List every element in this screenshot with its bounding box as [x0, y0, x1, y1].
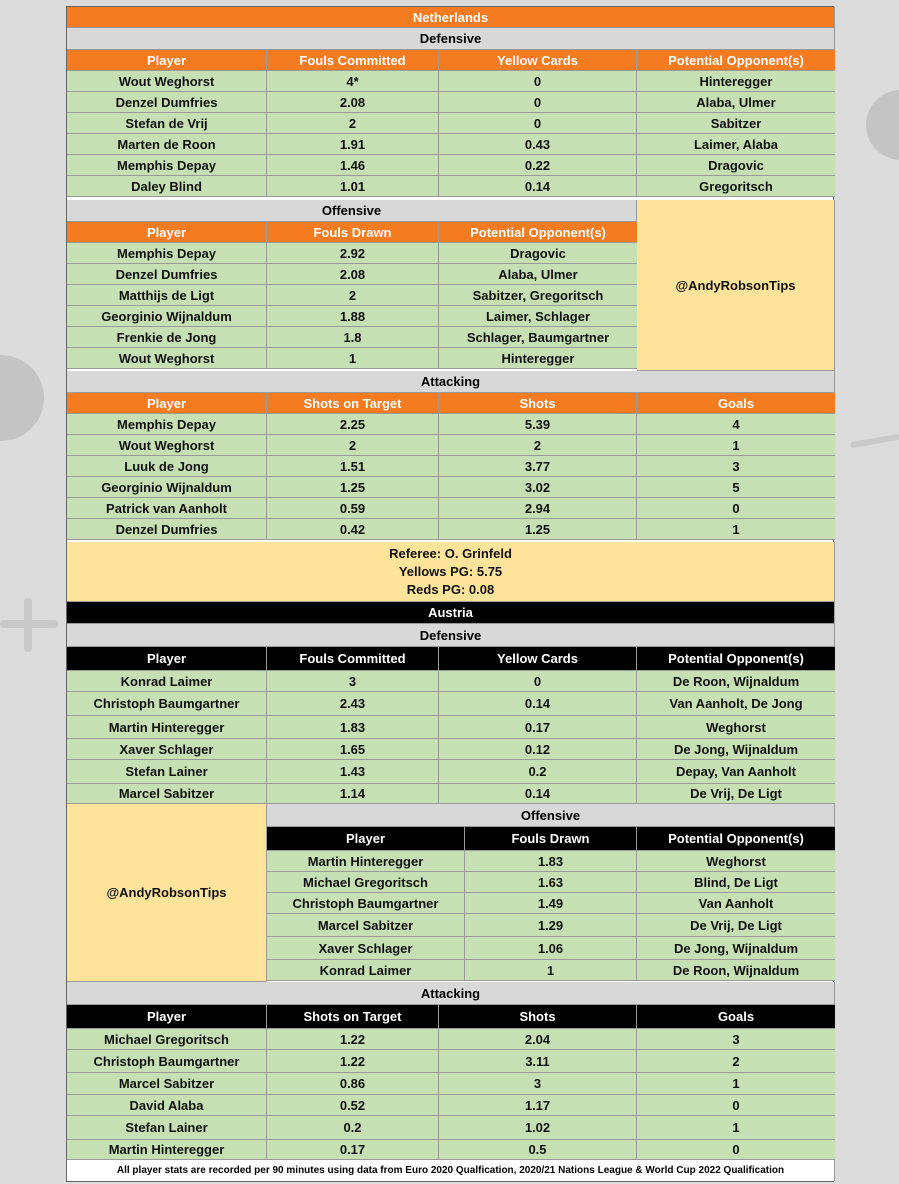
yellow-cards-cell: 0.14: [439, 784, 637, 804]
background-slash-right: [850, 434, 899, 449]
opponent-cell: Weghorst: [637, 851, 835, 872]
shots-on-target-cell: 0.42: [267, 519, 439, 540]
player-cell: Martin Hinteregger: [67, 716, 267, 739]
nl-attacking-header: [67, 393, 835, 414]
header-potential-opponents: Potential Opponent(s): [637, 647, 835, 671]
table-row: [67, 1073, 835, 1095]
shots-on-target-cell: 1.22: [267, 1050, 439, 1073]
shots-cell: 1.02: [439, 1116, 637, 1140]
table-row: [67, 243, 637, 264]
table-row: [67, 71, 835, 92]
shots-on-target-cell: 1.25: [267, 477, 439, 498]
opponent-cell: De Jong, Wijnaldum: [637, 739, 835, 760]
opponent-cell: Hinteregger: [439, 348, 637, 369]
header-shots-on-target: Shots on Target: [267, 393, 439, 414]
header-player: Player: [67, 393, 267, 414]
nl-handle-box: @AndyRobsonTips: [637, 200, 835, 371]
fouls-committed-cell: 1.01: [267, 176, 439, 197]
header-player: Player: [67, 647, 267, 671]
referee-reds: Reds PG: 0.08: [406, 581, 495, 597]
fouls-committed-cell: 1.46: [267, 155, 439, 176]
header-shots: Shots: [439, 393, 637, 414]
fouls-committed-cell: 1.83: [267, 716, 439, 739]
at-attacking-section: Attacking: [67, 982, 835, 1005]
table-row: [67, 716, 835, 739]
shots-cell: 3.02: [439, 477, 637, 498]
opponent-cell: Sabitzer: [637, 113, 835, 134]
opponent-cell: Alaba, Ulmer: [637, 92, 835, 113]
header-yellow-cards: Yellow Cards: [439, 647, 637, 671]
player-cell: Wout Weghorst: [67, 348, 267, 369]
table-row: [67, 113, 835, 134]
player-cell: Xaver Schlager: [67, 739, 267, 760]
player-cell: Christoph Baumgartner: [67, 1050, 267, 1073]
player-cell: Stefan Lainer: [67, 1116, 267, 1140]
table-row: [67, 134, 835, 155]
goals-cell: 3: [637, 456, 835, 477]
opponent-cell: Van Aanholt: [637, 893, 835, 914]
player-cell: Marcel Sabitzer: [67, 1073, 267, 1095]
opponent-cell: De Roon, Wijnaldum: [637, 960, 835, 981]
footer-note: All player stats are recorded per 90 minutes using data from Euro 2020 Qualfication, 2020/21 Nations League & World Cup 2022 Qualification: [67, 1160, 835, 1181]
opponent-cell: De Vrij, De Ligt: [637, 914, 835, 937]
background-circle-left: [0, 355, 44, 441]
table-row: [67, 477, 835, 498]
header-player: Player: [67, 1005, 267, 1029]
table-row: [67, 264, 637, 285]
stats-sheet: [66, 6, 834, 1182]
header-goals: Goals: [637, 1005, 835, 1029]
table-row: [67, 1140, 835, 1160]
shots-cell: 3.11: [439, 1050, 637, 1073]
table-row: [67, 348, 637, 369]
table-row: [67, 1029, 835, 1050]
fouls-committed-cell: 1.65: [267, 739, 439, 760]
player-cell: Konrad Laimer: [67, 671, 267, 692]
header-potential-opponents: Potential Opponent(s): [439, 222, 637, 243]
nl-defensive-section: Defensive: [67, 28, 835, 50]
opponent-cell: Sabitzer, Gregoritsch: [439, 285, 637, 306]
at-offensive-section: Offensive: [267, 804, 835, 827]
table-row: [67, 760, 835, 784]
player-cell: Stefan de Vrij: [67, 113, 267, 134]
goals-cell: 1: [637, 1073, 835, 1095]
table-row: [67, 519, 835, 540]
fouls-drawn-cell: 1: [267, 348, 439, 369]
table-row: [67, 784, 835, 804]
yellow-cards-cell: 0.12: [439, 739, 637, 760]
fouls-committed-cell: 1.43: [267, 760, 439, 784]
at-handle-box: @AndyRobsonTips: [67, 804, 267, 982]
fouls-drawn-cell: 2: [267, 285, 439, 306]
player-cell: Marten de Roon: [67, 134, 267, 155]
table-row: [67, 498, 835, 519]
player-cell: Wout Weghorst: [67, 435, 267, 456]
player-cell: Luuk de Jong: [67, 456, 267, 477]
yellow-cards-cell: 0.14: [439, 692, 637, 716]
yellow-cards-cell: 0.43: [439, 134, 637, 155]
opponent-cell: Blind, De Ligt: [637, 872, 835, 893]
fouls-drawn-cell: 2.92: [267, 243, 439, 264]
referee-name: Referee: O. Grinfeld: [389, 545, 512, 561]
opponent-cell: Depay, Van Aanholt: [637, 760, 835, 784]
player-cell: Daley Blind: [67, 176, 267, 197]
header-fouls-drawn: Fouls Drawn: [465, 827, 637, 851]
goals-cell: 1: [637, 519, 835, 540]
opponent-cell: Van Aanholt, De Jong: [637, 692, 835, 716]
shots-on-target-cell: 1.22: [267, 1029, 439, 1050]
header-shots: Shots: [439, 1005, 637, 1029]
table-row: [67, 671, 835, 692]
player-cell: Marcel Sabitzer: [67, 784, 267, 804]
player-cell: Wout Weghorst: [67, 71, 267, 92]
fouls-drawn-cell: 1.06: [465, 937, 637, 960]
table-row: [267, 914, 835, 937]
fouls-committed-cell: 2.43: [267, 692, 439, 716]
table-row: [67, 692, 835, 716]
at-defensive-section: Defensive: [67, 624, 835, 647]
fouls-committed-cell: 3: [267, 671, 439, 692]
yellow-cards-cell: 0: [439, 671, 637, 692]
nl-attacking-section: Attacking: [67, 371, 835, 393]
fouls-drawn-cell: 1.8: [267, 327, 439, 348]
table-row: [67, 739, 835, 760]
table-row: [267, 851, 835, 872]
player-cell: Denzel Dumfries: [67, 264, 267, 285]
header-potential-opponents: Potential Opponent(s): [637, 50, 835, 71]
header-shots-on-target: Shots on Target: [267, 1005, 439, 1029]
table-row: [67, 435, 835, 456]
opponent-cell: Hinteregger: [637, 71, 835, 92]
table-row: [67, 155, 835, 176]
goals-cell: 2: [637, 1050, 835, 1073]
fouls-committed-cell: 1.91: [267, 134, 439, 155]
shots-on-target-cell: 0.86: [267, 1073, 439, 1095]
shots-cell: 0.5: [439, 1140, 637, 1160]
player-cell: Memphis Depay: [67, 155, 267, 176]
shots-cell: 1.17: [439, 1095, 637, 1116]
fouls-drawn-cell: 1.83: [465, 851, 637, 872]
background-circle-right: [866, 90, 899, 160]
netherlands-title: Netherlands: [67, 7, 835, 28]
yellow-cards-cell: 0: [439, 92, 637, 113]
shots-cell: 2.94: [439, 498, 637, 519]
yellow-cards-cell: 0.17: [439, 716, 637, 739]
goals-cell: 1: [637, 435, 835, 456]
yellow-cards-cell: 0.2: [439, 760, 637, 784]
opponent-cell: Laimer, Schlager: [439, 306, 637, 327]
opponent-cell: Alaba, Ulmer: [439, 264, 637, 285]
player-cell: Christoph Baumgartner: [67, 692, 267, 716]
opponent-cell: Schlager, Baumgartner: [439, 327, 637, 348]
table-row: [67, 414, 835, 435]
player-cell: Stefan Lainer: [67, 760, 267, 784]
opponent-cell: Gregoritsch: [637, 176, 835, 197]
player-cell: Michael Gregoritsch: [267, 872, 465, 893]
player-cell: Georginio Wijnaldum: [67, 477, 267, 498]
table-row: [67, 1116, 835, 1140]
player-cell: Denzel Dumfries: [67, 519, 267, 540]
fouls-committed-cell: 4*: [267, 71, 439, 92]
player-cell: Michael Gregoritsch: [67, 1029, 267, 1050]
table-row: [267, 872, 835, 893]
header-yellow-cards: Yellow Cards: [439, 50, 637, 71]
shots-on-target-cell: 1.51: [267, 456, 439, 477]
player-cell: Martin Hinteregger: [67, 1140, 267, 1160]
shots-cell: 5.39: [439, 414, 637, 435]
player-cell: Memphis Depay: [67, 243, 267, 264]
goals-cell: 5: [637, 477, 835, 498]
shots-cell: 1.25: [439, 519, 637, 540]
header-potential-opponents: Potential Opponent(s): [637, 827, 835, 851]
shots-cell: 3.77: [439, 456, 637, 477]
shots-on-target-cell: 2.25: [267, 414, 439, 435]
shots-cell: 2.04: [439, 1029, 637, 1050]
yellow-cards-cell: 0.14: [439, 176, 637, 197]
opponent-cell: Dragovic: [439, 243, 637, 264]
background-plus-v: [24, 598, 32, 652]
yellow-cards-cell: 0: [439, 71, 637, 92]
nl-defensive-header: [67, 50, 835, 71]
referee-box: [67, 542, 835, 602]
fouls-drawn-cell: 1.88: [267, 306, 439, 327]
fouls-drawn-cell: 1.49: [465, 893, 637, 914]
table-row: [67, 1050, 835, 1073]
shots-on-target-cell: 2: [267, 435, 439, 456]
austria-title: Austria: [67, 602, 835, 624]
header-fouls-committed: Fouls Committed: [267, 50, 439, 71]
nl-offensive-section: Offensive: [67, 200, 637, 222]
goals-cell: 3: [637, 1029, 835, 1050]
opponent-cell: Dragovic: [637, 155, 835, 176]
goals-cell: 0: [637, 1140, 835, 1160]
nl-offensive-header: [67, 222, 637, 243]
fouls-drawn-cell: 2.08: [267, 264, 439, 285]
player-cell: Konrad Laimer: [267, 960, 465, 981]
shots-on-target-cell: 0.59: [267, 498, 439, 519]
player-cell: David Alaba: [67, 1095, 267, 1116]
player-cell: Patrick van Aanholt: [67, 498, 267, 519]
header-player: Player: [67, 222, 267, 243]
referee-yellows: Yellows PG: 5.75: [398, 563, 503, 579]
table-row: [67, 327, 637, 348]
player-cell: Frenkie de Jong: [67, 327, 267, 348]
table-row: [267, 960, 835, 981]
table-row: [67, 1095, 835, 1116]
at-defensive-header: [67, 647, 835, 671]
goals-cell: 1: [637, 1116, 835, 1140]
player-cell: Christoph Baumgartner: [267, 893, 465, 914]
header-fouls-committed: Fouls Committed: [267, 647, 439, 671]
goals-cell: 0: [637, 1095, 835, 1116]
player-cell: Georginio Wijnaldum: [67, 306, 267, 327]
header-goals: Goals: [637, 393, 835, 414]
player-cell: Marcel Sabitzer: [267, 914, 465, 937]
background-plus-h: [0, 620, 58, 628]
opponent-cell: Laimer, Alaba: [637, 134, 835, 155]
player-cell: Memphis Depay: [67, 414, 267, 435]
player-cell: Matthijs de Ligt: [67, 285, 267, 306]
shots-on-target-cell: 0.17: [267, 1140, 439, 1160]
header-player: Player: [267, 827, 465, 851]
goals-cell: 0: [637, 498, 835, 519]
fouls-drawn-cell: 1.63: [465, 872, 637, 893]
table-row: [67, 456, 835, 477]
header-player: Player: [67, 50, 267, 71]
shots-cell: 3: [439, 1073, 637, 1095]
fouls-drawn-cell: 1: [465, 960, 637, 981]
opponent-cell: De Jong, Wijnaldum: [637, 937, 835, 960]
table-row: [67, 176, 835, 197]
fouls-drawn-cell: 1.29: [465, 914, 637, 937]
opponent-cell: Weghorst: [637, 716, 835, 739]
opponent-cell: De Vrij, De Ligt: [637, 784, 835, 804]
fouls-committed-cell: 1.14: [267, 784, 439, 804]
fouls-committed-cell: 2: [267, 113, 439, 134]
table-row: [67, 92, 835, 113]
shots-cell: 2: [439, 435, 637, 456]
table-row: [67, 285, 637, 306]
shots-on-target-cell: 0.52: [267, 1095, 439, 1116]
table-row: [267, 893, 835, 914]
opponent-cell: De Roon, Wijnaldum: [637, 671, 835, 692]
table-row: [67, 306, 637, 327]
fouls-committed-cell: 2.08: [267, 92, 439, 113]
yellow-cards-cell: 0.22: [439, 155, 637, 176]
at-offensive-header: [267, 827, 835, 851]
header-fouls-drawn: Fouls Drawn: [267, 222, 439, 243]
player-cell: Martin Hinteregger: [267, 851, 465, 872]
goals-cell: 4: [637, 414, 835, 435]
player-cell: Denzel Dumfries: [67, 92, 267, 113]
table-row: [267, 937, 835, 960]
shots-on-target-cell: 0.2: [267, 1116, 439, 1140]
player-cell: Xaver Schlager: [267, 937, 465, 960]
yellow-cards-cell: 0: [439, 113, 637, 134]
at-attacking-header: [67, 1005, 835, 1029]
